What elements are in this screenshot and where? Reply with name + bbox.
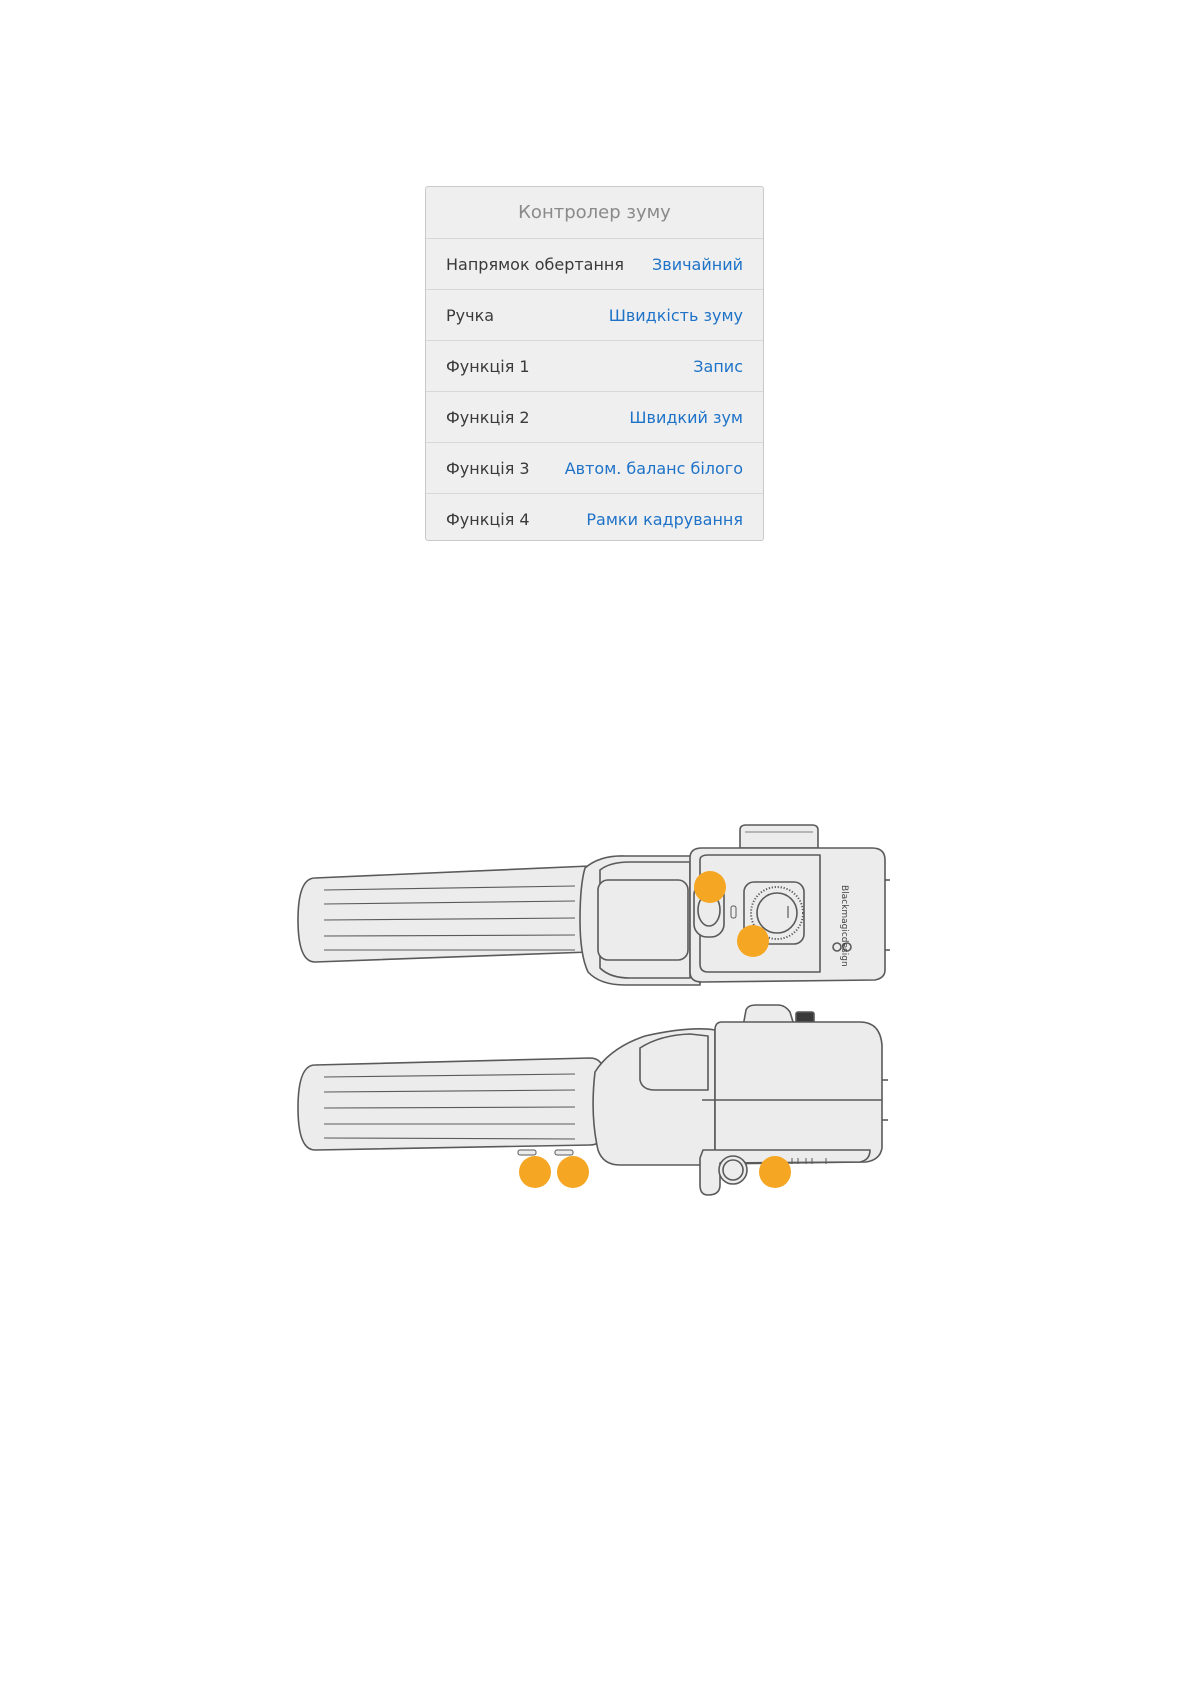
row-label: Функція 4 [446, 510, 530, 529]
zoom-controller-top-view [298, 825, 890, 985]
row-value[interactable]: Рамки кадрування [586, 510, 743, 529]
panel-title: Контролер зуму [426, 187, 763, 239]
callout-marker [737, 925, 769, 957]
row-value[interactable]: Запис [693, 356, 743, 376]
row-value[interactable]: Звичайний [652, 254, 743, 274]
row-label: Функція 2 [446, 407, 530, 427]
callout-marker [557, 1156, 589, 1188]
callout-marker [519, 1156, 551, 1188]
row-label: Ручка [446, 305, 495, 325]
callout-marker [759, 1156, 791, 1188]
brand-logo-text: Blackmagicdesign [839, 885, 849, 967]
callout-marker [694, 871, 726, 903]
zoom-controller-side-view [298, 1005, 888, 1195]
row-label: Функція 1 [446, 356, 530, 376]
row-value[interactable]: Швидкість зуму [608, 305, 743, 325]
row-label: Функція 3 [446, 458, 530, 478]
row-value[interactable]: Автом. баланс білого [564, 458, 743, 478]
row-label: Напрямок обертання [446, 254, 625, 274]
row-value[interactable]: Швидкий зум [629, 407, 743, 427]
